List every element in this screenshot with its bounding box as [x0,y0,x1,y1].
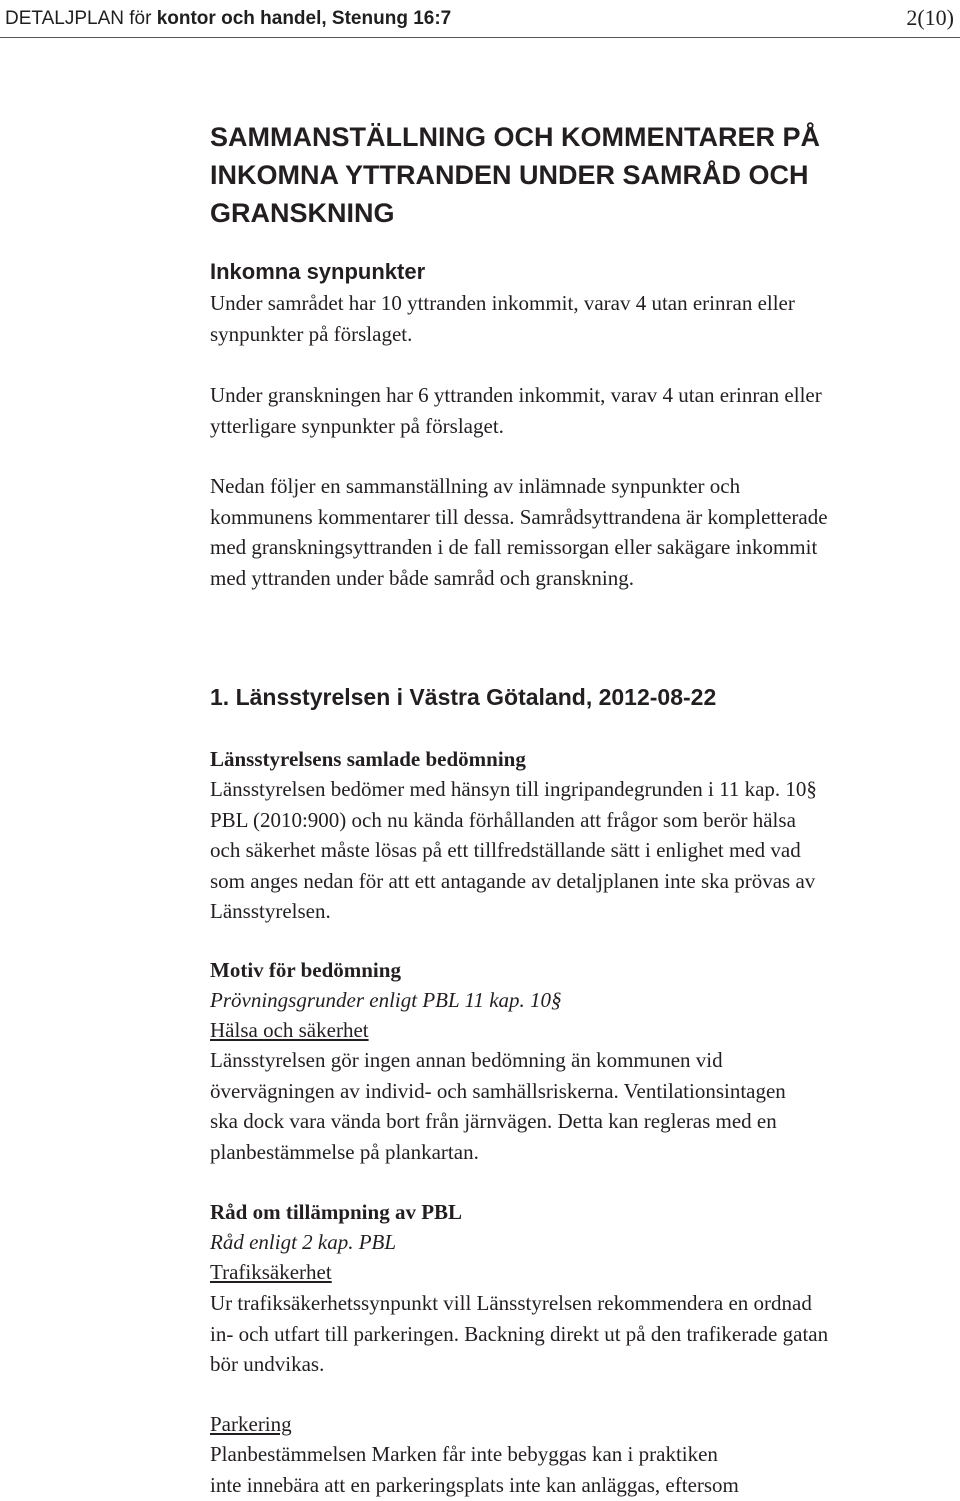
paragraph-line: Under samrådet har 10 yttranden inkommit, varav 4 utan erinran eller [210,291,795,315]
paragraph-line: Länsstyrelsen bedömer med hänsyn till ingripandegrunden i 11 kap. 10§ [210,777,817,801]
parkering-heading: Parkering [210,1412,292,1436]
paragraph-line: med granskningsyttranden i de fall remissorgan eller sakägare inkommit [210,535,818,559]
paragraph-line: Planbestämmelsen Marken får inte bebyggas kan i praktiken [210,1442,718,1466]
paragraph-line: som anges nedan för att ett antagande av detaljplanen inte ska prövas av [210,868,816,893]
header-divider [0,37,960,38]
paragraph-line: och säkerhet måste lösas på ett tillfredställande sätt i enlighet med vad [210,838,801,862]
trafik-paragraph [210,1288,828,1380]
samlade-heading: Länsstyrelsens samlade bedömning [210,747,526,771]
section-1-heading: 1. Länsstyrelsen i Västra Götaland, 2012-08-22 [210,684,717,710]
paragraph-line: in- och utfart till parkeringen. Backning direkt ut på den trafikerade gatan [210,1321,829,1346]
plan-name: kontor och handel, Stenung 16:7 [156,8,452,29]
paragraph-line: Nedan följer en sammanställning av inlämnade synpunkter och [210,474,741,498]
paragraph-line: bör undvikas. [210,1352,325,1376]
inkomna-heading: Inkomna synpunkter [210,259,426,284]
paragraph-line: PBL (2010:900) och nu kända förhållanden att frågor som berör hälsa [210,807,796,832]
paragraph-line: planbestämmelse på plankartan. [210,1139,479,1164]
paragraph-line: Länsstyrelsen gör ingen annan bedömning än kommunen vid [210,1048,723,1072]
paragraph-line: ytterligare synpunkter på förslaget. [210,413,504,438]
document-title [5,8,451,30]
paragraph-line: Ur trafiksäkerhetssynpunkt vill Länsstyrelsen rekommendera en ordnad [210,1291,812,1315]
motiv-heading: Motiv för bedömning [210,958,401,982]
trafik-heading: Trafiksäkerhet [210,1260,332,1284]
inkomna-paragraph-2 [210,380,822,441]
paragraph-line: övervägningen av individ- och samhällsriskerna. Ventilationsintagen [210,1078,786,1103]
rad-subheading: Råd enligt 2 kap. PBL [210,1230,397,1254]
main-heading-line: INKOMNA YTTRANDEN UNDER SAMRÅD OCH [210,160,809,190]
inkomna-paragraph-3 [210,471,828,593]
document-type: DETALJPLAN för [5,8,157,29]
main-heading-line: SAMMANSTÄLLNING OCH KOMMENTARER PÅ [210,122,820,152]
page-header [0,0,960,40]
page-number: 2(10) [906,5,954,30]
main-heading [210,118,820,232]
halsa-heading: Hälsa och säkerhet [210,1018,369,1042]
paragraph-line: kommunens kommentarer till dessa. Samrådsyttrandena är kompletterade [210,504,828,529]
halsa-paragraph [210,1045,786,1167]
parkering-paragraph [210,1439,739,1500]
samlade-paragraph [210,774,817,927]
paragraph-line: Under granskningen har 6 yttranden inkommit, varav 4 utan erinran eller [210,383,822,407]
paragraph-line: inte innebära att en parkeringsplats inte kan anläggas, eftersom [210,1472,739,1497]
motiv-subheading: Prövningsgrunder enligt PBL 11 kap. 10§ [210,988,562,1012]
main-heading-line: GRANSKNING [210,198,395,228]
rad-heading: Råd om tillämpning av PBL [210,1200,463,1224]
paragraph-line: med yttranden under både samråd och granskning. [210,565,634,590]
inkomna-paragraph-1 [210,288,795,349]
paragraph-line: Länsstyrelsen. [210,899,331,923]
paragraph-line: ska dock vara vända bort från järnvägen. Detta kan regleras med en [210,1109,777,1133]
paragraph-line: synpunkter på förslaget. [210,321,413,346]
